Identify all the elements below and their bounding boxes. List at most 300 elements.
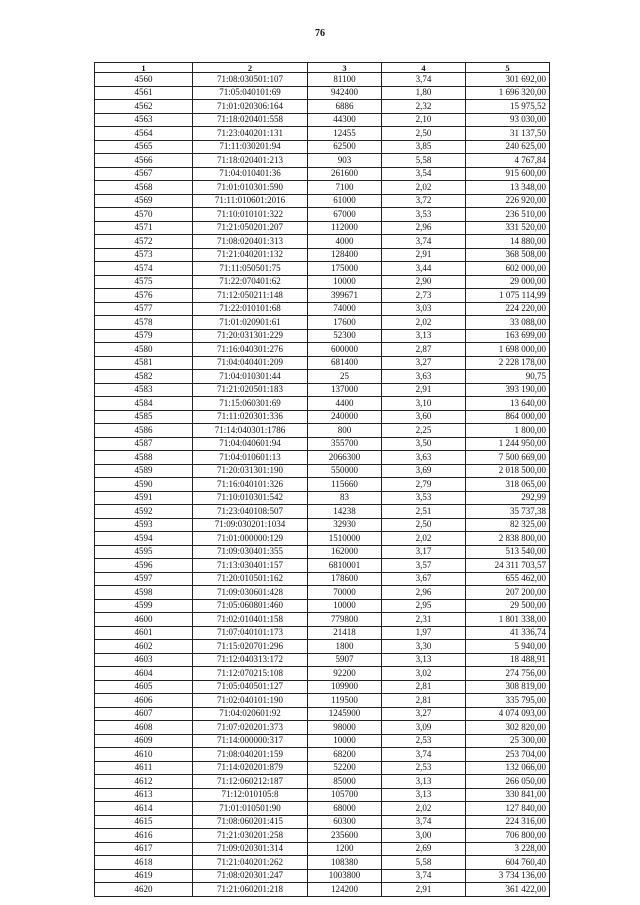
amount-cell: 31 137,50 (466, 127, 550, 141)
amount-cell: 2 838 800,00 (466, 532, 550, 546)
rate-cell: 2,50 (382, 518, 466, 532)
amount-cell: 292,99 (466, 491, 550, 505)
rate-cell: 2,25 (382, 424, 466, 438)
row-number-cell: 4574 (95, 262, 193, 276)
rate-cell: 3,27 (382, 356, 466, 370)
amount-cell: 308 819,00 (466, 680, 550, 694)
cadastral-number-cell: 71:02:010401:158 (193, 613, 308, 627)
area-cell: 124200 (308, 883, 382, 897)
table-row (95, 275, 550, 289)
amount-cell: 29 500,00 (466, 599, 550, 613)
row-number-cell: 4582 (95, 370, 193, 384)
area-cell: 1510000 (308, 532, 382, 546)
row-number-cell: 4563 (95, 113, 193, 127)
amount-cell: 1 244 950,00 (466, 437, 550, 451)
table-row (95, 397, 550, 411)
area-cell: 83 (308, 491, 382, 505)
rate-cell: 3,13 (382, 653, 466, 667)
amount-cell: 14 880,00 (466, 235, 550, 249)
cadastral-number-cell: 71:01:010301:590 (193, 181, 308, 195)
amount-cell: 3 228,00 (466, 842, 550, 856)
rate-cell: 3,63 (382, 370, 466, 384)
area-cell: 10000 (308, 734, 382, 748)
area-cell: 52200 (308, 761, 382, 775)
row-number-cell: 4605 (95, 680, 193, 694)
rate-cell: 3,54 (382, 167, 466, 181)
cadastral-number-cell: 71:21:040201:262 (193, 856, 308, 870)
row-number-cell: 4591 (95, 491, 193, 505)
amount-cell: 82 325,00 (466, 518, 550, 532)
row-number-cell: 4599 (95, 599, 193, 613)
cadastral-number-cell: 71:14:020201:879 (193, 761, 308, 775)
cadastral-number-cell: 71:09:020301:314 (193, 842, 308, 856)
rate-cell: 3,03 (382, 302, 466, 316)
amount-cell: 93 030,00 (466, 113, 550, 127)
cadastral-number-cell: 71:07:040101:173 (193, 626, 308, 640)
column-header-2: 2 (193, 63, 308, 73)
table-header-row (95, 63, 550, 73)
amount-cell: 318 065,00 (466, 478, 550, 492)
row-number-cell: 4606 (95, 694, 193, 708)
row-number-cell: 4620 (95, 883, 193, 897)
table-row (95, 478, 550, 492)
cadastral-number-cell: 71:09:030601:428 (193, 586, 308, 600)
area-cell: 60300 (308, 815, 382, 829)
cadastral-number-cell: 71:11:050501:75 (193, 262, 308, 276)
amount-cell: 1 696 320,00 (466, 86, 550, 100)
rate-cell: 5,58 (382, 154, 466, 168)
row-number-cell: 4596 (95, 559, 193, 573)
cadastral-number-cell: 71:10:010101:322 (193, 208, 308, 222)
table-row (95, 491, 550, 505)
amount-cell: 361 422,00 (466, 883, 550, 897)
cadastral-number-cell: 71:20:010501:162 (193, 572, 308, 586)
area-cell: 17600 (308, 316, 382, 330)
cadastral-number-cell: 71:04:040601:94 (193, 437, 308, 451)
table-row (95, 464, 550, 478)
area-cell: 178600 (308, 572, 382, 586)
table-row (95, 100, 550, 114)
rate-cell: 3,53 (382, 208, 466, 222)
table-body (95, 73, 550, 897)
row-number-cell: 4581 (95, 356, 193, 370)
area-cell: 85000 (308, 775, 382, 789)
rate-cell: 2,10 (382, 113, 466, 127)
cadastral-number-cell: 71:13:030401:157 (193, 559, 308, 573)
amount-cell: 253 704,00 (466, 748, 550, 762)
cadastral-number-cell: 71:15:020701:296 (193, 640, 308, 654)
row-number-cell: 4572 (95, 235, 193, 249)
amount-cell: 335 795,00 (466, 694, 550, 708)
rate-cell: 2,96 (382, 221, 466, 235)
table-row (95, 559, 550, 573)
amount-cell: 302 820,00 (466, 721, 550, 735)
row-number-cell: 4577 (95, 302, 193, 316)
amount-cell: 33 088,00 (466, 316, 550, 330)
amount-cell: 236 510,00 (466, 208, 550, 222)
area-cell: 108380 (308, 856, 382, 870)
amount-cell: 41 336,74 (466, 626, 550, 640)
row-number-cell: 4585 (95, 410, 193, 424)
row-number-cell: 4597 (95, 572, 193, 586)
table-row (95, 707, 550, 721)
rate-cell: 2,02 (382, 802, 466, 816)
amount-cell: 127 840,00 (466, 802, 550, 816)
rate-cell: 1,80 (382, 86, 466, 100)
land-registry-table (94, 62, 550, 897)
row-number-cell: 4614 (95, 802, 193, 816)
area-cell: 240000 (308, 410, 382, 424)
amount-cell: 513 540,00 (466, 545, 550, 559)
cadastral-number-cell: 71:12:070215:108 (193, 667, 308, 681)
table-row (95, 599, 550, 613)
row-number-cell: 4608 (95, 721, 193, 735)
row-number-cell: 4560 (95, 73, 193, 87)
area-cell: 4000 (308, 235, 382, 249)
cadastral-number-cell: 71:02:040101:190 (193, 694, 308, 708)
rate-cell: 2,81 (382, 694, 466, 708)
table-row (95, 383, 550, 397)
amount-cell: 3 734 136,00 (466, 869, 550, 883)
rate-cell: 2,02 (382, 181, 466, 195)
column-header-5: 5 (466, 63, 550, 73)
cadastral-number-cell: 71:20:031301:229 (193, 329, 308, 343)
cadastral-number-cell: 71:08:030501:107 (193, 73, 308, 87)
amount-cell: 1 801 338,00 (466, 613, 550, 627)
area-cell: 779800 (308, 613, 382, 627)
table-row (95, 86, 550, 100)
table-row (95, 262, 550, 276)
cadastral-number-cell: 71:01:000000:129 (193, 532, 308, 546)
amount-cell: 90,75 (466, 370, 550, 384)
row-number-cell: 4568 (95, 181, 193, 195)
row-number-cell: 4575 (95, 275, 193, 289)
rate-cell: 2,53 (382, 734, 466, 748)
table-row (95, 518, 550, 532)
cadastral-number-cell: 71:12:060212:187 (193, 775, 308, 789)
row-number-cell: 4598 (95, 586, 193, 600)
table-row (95, 721, 550, 735)
row-number-cell: 4570 (95, 208, 193, 222)
amount-cell: 24 311 703,57 (466, 559, 550, 573)
area-cell: 119500 (308, 694, 382, 708)
table-row (95, 869, 550, 883)
area-cell: 5907 (308, 653, 382, 667)
table-row (95, 356, 550, 370)
table-row (95, 626, 550, 640)
table-row (95, 613, 550, 627)
table-row (95, 505, 550, 519)
cadastral-number-cell: 71:21:050201:207 (193, 221, 308, 235)
row-number-cell: 4567 (95, 167, 193, 181)
rate-cell: 3,74 (382, 815, 466, 829)
area-cell: 800 (308, 424, 382, 438)
table-row (95, 734, 550, 748)
rate-cell: 3,13 (382, 329, 466, 343)
area-cell: 14238 (308, 505, 382, 519)
amount-cell: 2 018 500,00 (466, 464, 550, 478)
rate-cell: 2,50 (382, 127, 466, 141)
amount-cell: 35 737,38 (466, 505, 550, 519)
cadastral-number-cell: 71:21:030201:258 (193, 829, 308, 843)
cadastral-number-cell: 71:04:010401:36 (193, 167, 308, 181)
rate-cell: 3,74 (382, 869, 466, 883)
row-number-cell: 4578 (95, 316, 193, 330)
row-number-cell: 4613 (95, 788, 193, 802)
cadastral-number-cell: 71:09:030201:1034 (193, 518, 308, 532)
table-row (95, 410, 550, 424)
table-row (95, 694, 550, 708)
area-cell: 355700 (308, 437, 382, 451)
rate-cell: 3,74 (382, 73, 466, 87)
amount-cell: 18 488,91 (466, 653, 550, 667)
amount-cell: 864 000,00 (466, 410, 550, 424)
area-cell: 2066300 (308, 451, 382, 465)
rate-cell: 5,58 (382, 856, 466, 870)
rate-cell: 3,02 (382, 667, 466, 681)
row-number-cell: 4617 (95, 842, 193, 856)
row-number-cell: 4583 (95, 383, 193, 397)
rate-cell: 3,44 (382, 262, 466, 276)
cadastral-number-cell: 71:08:020301:247 (193, 869, 308, 883)
table-row (95, 761, 550, 775)
cadastral-number-cell: 71:11:010601:2016 (193, 194, 308, 208)
amount-cell: 301 692,00 (466, 73, 550, 87)
amount-cell: 1 698 000,00 (466, 343, 550, 357)
table-row (95, 181, 550, 195)
rate-cell: 3,17 (382, 545, 466, 559)
amount-cell: 15 975,52 (466, 100, 550, 114)
amount-cell: 655 462,00 (466, 572, 550, 586)
area-cell: 81100 (308, 73, 382, 87)
rate-cell: 2,79 (382, 478, 466, 492)
area-cell: 10000 (308, 599, 382, 613)
table-row (95, 316, 550, 330)
area-cell: 600000 (308, 343, 382, 357)
table-row (95, 667, 550, 681)
row-number-cell: 4618 (95, 856, 193, 870)
row-number-cell: 4573 (95, 248, 193, 262)
cadastral-number-cell: 71:12:010105:8 (193, 788, 308, 802)
amount-cell: 331 520,00 (466, 221, 550, 235)
column-header-1: 1 (95, 63, 193, 73)
rate-cell: 2,91 (382, 383, 466, 397)
table-row (95, 329, 550, 343)
cadastral-number-cell: 71:20:031301:190 (193, 464, 308, 478)
amount-cell: 5 940,00 (466, 640, 550, 654)
cadastral-number-cell: 71:22:010101:68 (193, 302, 308, 316)
cadastral-number-cell: 71:05:040501:127 (193, 680, 308, 694)
area-cell: 550000 (308, 464, 382, 478)
table-row (95, 748, 550, 762)
row-number-cell: 4607 (95, 707, 193, 721)
area-cell: 942400 (308, 86, 382, 100)
rate-cell: 3,74 (382, 235, 466, 249)
cadastral-number-cell: 71:05:060801:460 (193, 599, 308, 613)
table-row (95, 451, 550, 465)
row-number-cell: 4615 (95, 815, 193, 829)
table-row (95, 424, 550, 438)
area-cell: 12455 (308, 127, 382, 141)
cadastral-number-cell: 71:01:020901:61 (193, 316, 308, 330)
rate-cell: 3,13 (382, 775, 466, 789)
table-row (95, 127, 550, 141)
area-cell: 44300 (308, 113, 382, 127)
table-row (95, 343, 550, 357)
area-cell: 52300 (308, 329, 382, 343)
table-row (95, 289, 550, 303)
table-row (95, 154, 550, 168)
table-row (95, 73, 550, 87)
table-row (95, 653, 550, 667)
cadastral-number-cell: 71:12:040313:172 (193, 653, 308, 667)
area-cell: 25 (308, 370, 382, 384)
area-cell: 175000 (308, 262, 382, 276)
rate-cell: 2,32 (382, 100, 466, 114)
row-number-cell: 4566 (95, 154, 193, 168)
amount-cell: 13 348,00 (466, 181, 550, 195)
area-cell: 62500 (308, 140, 382, 154)
table-row (95, 167, 550, 181)
amount-cell: 274 756,00 (466, 667, 550, 681)
rate-cell: 3,67 (382, 572, 466, 586)
rate-cell: 2,91 (382, 883, 466, 897)
row-number-cell: 4611 (95, 761, 193, 775)
row-number-cell: 4590 (95, 478, 193, 492)
amount-cell: 706 800,00 (466, 829, 550, 843)
table-row (95, 640, 550, 654)
row-number-cell: 4594 (95, 532, 193, 546)
table-row (95, 113, 550, 127)
table-row (95, 842, 550, 856)
row-number-cell: 4592 (95, 505, 193, 519)
row-number-cell: 4579 (95, 329, 193, 343)
rate-cell: 3,13 (382, 788, 466, 802)
table-row (95, 856, 550, 870)
cadastral-number-cell: 71:07:020201:373 (193, 721, 308, 735)
row-number-cell: 4584 (95, 397, 193, 411)
area-cell: 70000 (308, 586, 382, 600)
amount-cell: 4 767,84 (466, 154, 550, 168)
cadastral-number-cell: 71:16:040101:326 (193, 478, 308, 492)
amount-cell: 240 625,00 (466, 140, 550, 154)
area-cell: 32930 (308, 518, 382, 532)
amount-cell: 368 508,00 (466, 248, 550, 262)
cadastral-number-cell: 71:08:060201:415 (193, 815, 308, 829)
area-cell: 137000 (308, 383, 382, 397)
area-cell: 6810001 (308, 559, 382, 573)
area-cell: 109900 (308, 680, 382, 694)
rate-cell: 3,10 (382, 397, 466, 411)
cadastral-number-cell: 71:18:020401:213 (193, 154, 308, 168)
table-row (95, 302, 550, 316)
area-cell: 7100 (308, 181, 382, 195)
table-row (95, 883, 550, 897)
row-number-cell: 4616 (95, 829, 193, 843)
amount-cell: 266 050,00 (466, 775, 550, 789)
table-row (95, 194, 550, 208)
table-row (95, 829, 550, 843)
area-cell: 21418 (308, 626, 382, 640)
row-number-cell: 4571 (95, 221, 193, 235)
amount-cell: 7 500 669,00 (466, 451, 550, 465)
cadastral-number-cell: 71:16:040301:276 (193, 343, 308, 357)
cadastral-number-cell: 71:04:020601:92 (193, 707, 308, 721)
row-number-cell: 4602 (95, 640, 193, 654)
amount-cell: 4 074 093,00 (466, 707, 550, 721)
cadastral-number-cell: 71:10:010301:542 (193, 491, 308, 505)
table-row (95, 235, 550, 249)
area-cell: 4400 (308, 397, 382, 411)
rate-cell: 3,60 (382, 410, 466, 424)
cadastral-number-cell: 71:04:010601:13 (193, 451, 308, 465)
cadastral-number-cell: 71:12:050211:148 (193, 289, 308, 303)
table-row (95, 572, 550, 586)
cadastral-number-cell: 71:14:040301:1786 (193, 424, 308, 438)
amount-cell: 1 075 114,99 (466, 289, 550, 303)
cadastral-number-cell: 71:08:020401:313 (193, 235, 308, 249)
row-number-cell: 4593 (95, 518, 193, 532)
rate-cell: 2,96 (382, 586, 466, 600)
area-cell: 128400 (308, 248, 382, 262)
area-cell: 1800 (308, 640, 382, 654)
cadastral-number-cell: 71:15:060301:69 (193, 397, 308, 411)
cadastral-number-cell: 71:05:040101:69 (193, 86, 308, 100)
amount-cell: 163 699,00 (466, 329, 550, 343)
amount-cell: 604 760,40 (466, 856, 550, 870)
row-number-cell: 4587 (95, 437, 193, 451)
cadastral-number-cell: 71:23:040108:507 (193, 505, 308, 519)
rate-cell: 3,57 (382, 559, 466, 573)
area-cell: 112000 (308, 221, 382, 235)
area-cell: 61000 (308, 194, 382, 208)
row-number-cell: 4576 (95, 289, 193, 303)
rate-cell: 2,53 (382, 761, 466, 775)
cadastral-number-cell: 71:21:020501:183 (193, 383, 308, 397)
amount-cell: 207 200,00 (466, 586, 550, 600)
area-cell: 6886 (308, 100, 382, 114)
area-cell: 235600 (308, 829, 382, 843)
column-header-3: 3 (308, 63, 382, 73)
area-cell: 1003800 (308, 869, 382, 883)
table-row (95, 788, 550, 802)
table-row (95, 545, 550, 559)
rate-cell: 1,97 (382, 626, 466, 640)
amount-cell: 2 228 178,00 (466, 356, 550, 370)
cadastral-number-cell: 71:09:030401:355 (193, 545, 308, 559)
amount-cell: 330 841,00 (466, 788, 550, 802)
rate-cell: 2,69 (382, 842, 466, 856)
row-number-cell: 4561 (95, 86, 193, 100)
rate-cell: 3,69 (382, 464, 466, 478)
row-number-cell: 4609 (95, 734, 193, 748)
rate-cell: 2,73 (382, 289, 466, 303)
rate-cell: 2,91 (382, 248, 466, 262)
table-row (95, 208, 550, 222)
amount-cell: 602 000,00 (466, 262, 550, 276)
rate-cell: 2,87 (382, 343, 466, 357)
amount-cell: 224 220,00 (466, 302, 550, 316)
rate-cell: 3,63 (382, 451, 466, 465)
table-row (95, 221, 550, 235)
rate-cell: 3,30 (382, 640, 466, 654)
rate-cell: 2,95 (382, 599, 466, 613)
area-cell: 1200 (308, 842, 382, 856)
area-cell: 74000 (308, 302, 382, 316)
area-cell: 68200 (308, 748, 382, 762)
rate-cell: 3,74 (382, 748, 466, 762)
cadastral-number-cell: 71:21:060201:218 (193, 883, 308, 897)
